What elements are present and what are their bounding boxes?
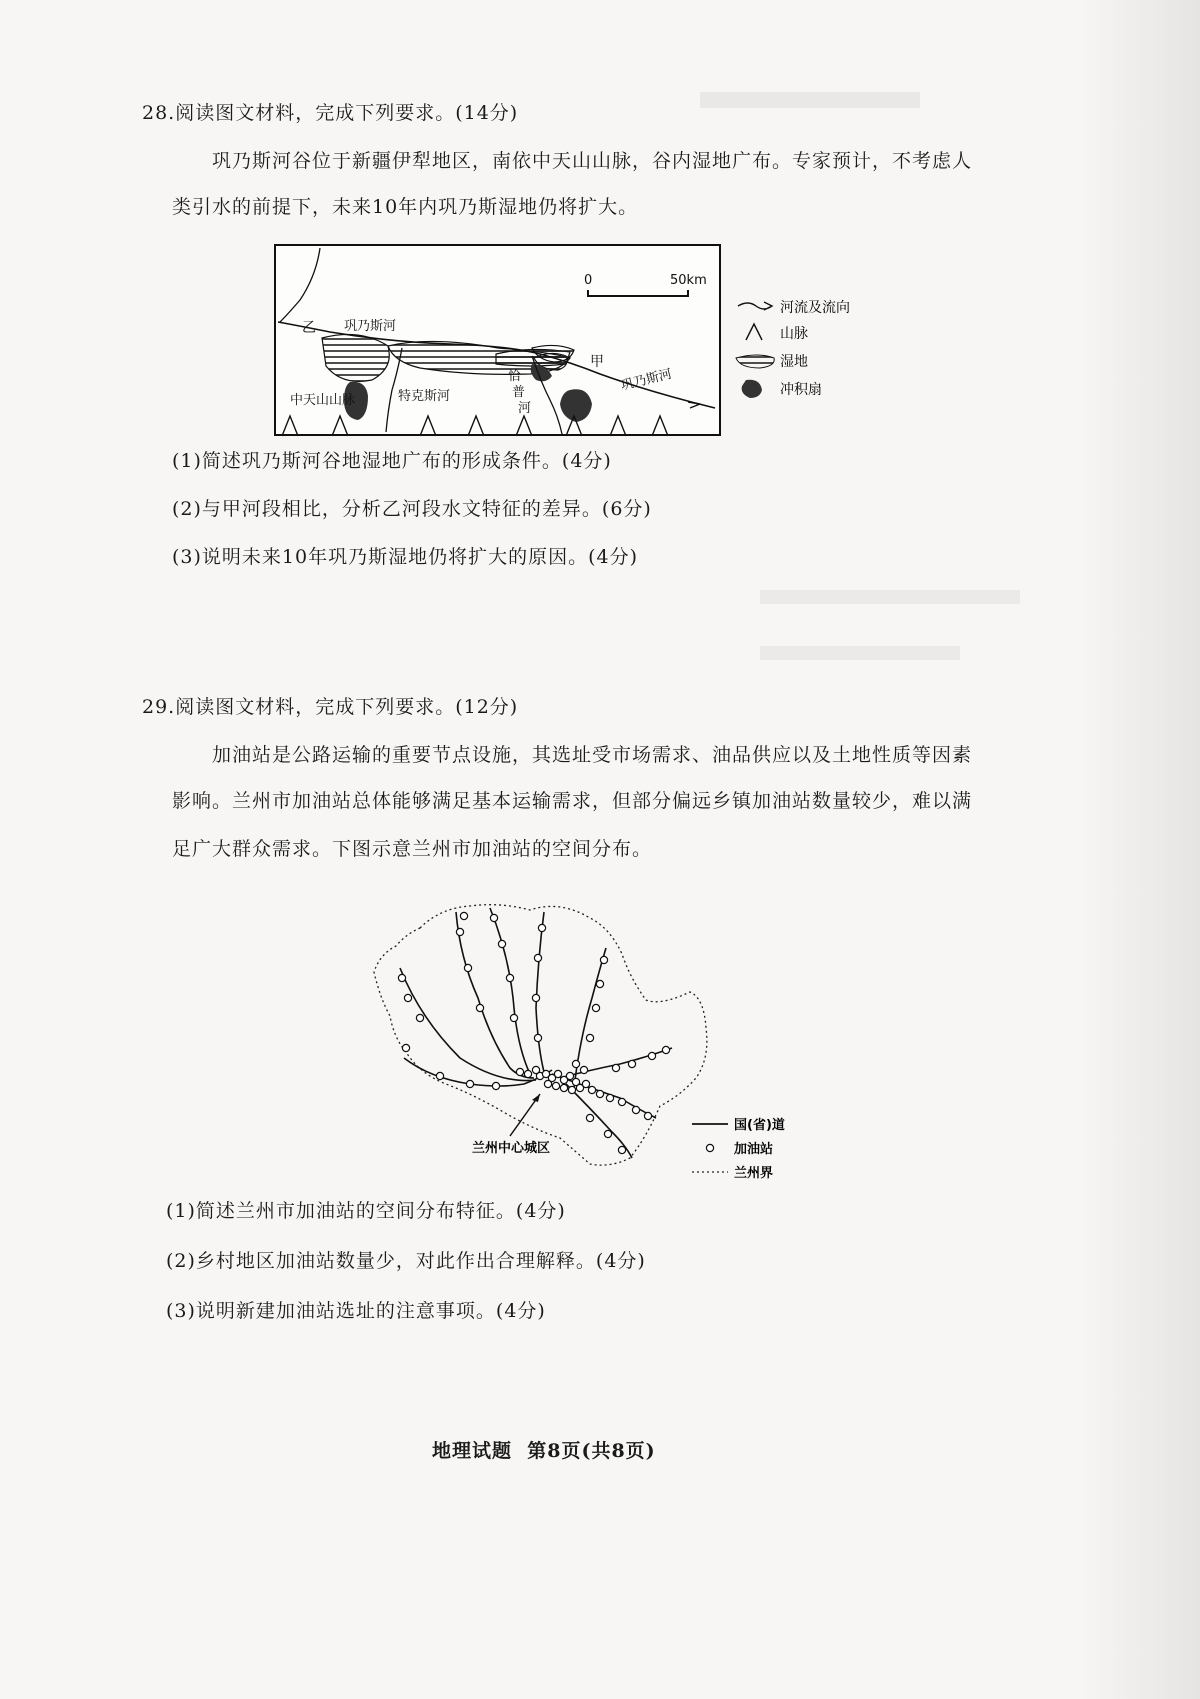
wetland-legend-icon <box>736 355 774 368</box>
q29-question-3: (3)说明新建加油站选址的注意事项。(4分) <box>166 1300 546 1322</box>
q28-paragraph-line1: 巩乃斯河谷位于新疆伊犁地区，南依中天山山脉，谷内湿地广布。专家预计，不考虑人 <box>212 150 973 172</box>
station-legend-icon <box>706 1144 713 1151</box>
label-qiapu: 河 <box>518 401 532 416</box>
q29-map <box>360 888 800 1188</box>
river-legend-icon <box>738 302 772 310</box>
q28-question-1: (1)简述巩乃斯河谷地湿地广布的形成条件。(4分) <box>172 450 612 472</box>
q28-legend <box>736 299 850 398</box>
bleed-through-mark <box>700 92 920 108</box>
q29-legend <box>692 1117 785 1181</box>
scale-zero-label: 0 <box>584 273 593 288</box>
page-edge-shadow <box>1080 0 1200 1699</box>
q28-question-3: (3)说明未来10年巩乃斯湿地仍将扩大的原因。(4分) <box>172 546 639 568</box>
legend-river-label: 河流及流向 <box>780 300 850 316</box>
label-river-east: 巩乃斯河 <box>619 366 674 394</box>
label-qiapu: 普 <box>512 385 526 400</box>
label-city-center: 兰州中心城区 <box>472 1141 551 1156</box>
q28-paragraph-line2: 类引水的前提下，未来10年内巩乃斯湿地仍将扩大。 <box>172 196 639 218</box>
legend-wetland-label: 湿地 <box>780 354 808 370</box>
q29-paragraph-line1: 加油站是公路运输的重要节点设施，其选址受市场需求、油品供应以及土地性质等因素 <box>212 744 973 766</box>
legend-station-label: 加油站 <box>734 1142 774 1157</box>
fan-legend-icon <box>742 380 762 398</box>
label-yi: 乙 <box>302 320 316 336</box>
label-tekesi: 特克斯河 <box>398 389 451 404</box>
mountain-legend-icon <box>746 324 762 340</box>
q29-question-2: (2)乡村地区加油站数量少，对此作出合理解释。(4分) <box>166 1250 646 1272</box>
q29-heading: 29.阅读图文材料，完成下列要求。(12分) <box>142 696 519 718</box>
page-footer: 地理试题 第8页(共8页) <box>432 1440 656 1462</box>
national-roads <box>400 908 672 1158</box>
label-jia: 甲 <box>590 354 604 370</box>
label-mountain: 中天山山脉 <box>290 393 356 408</box>
legend-boundary-label: 兰州界 <box>734 1166 774 1181</box>
q28-map <box>270 240 870 440</box>
bleed-through-mark <box>760 590 1020 604</box>
q29-question-1: (1)简述兰州市加油站的空间分布特征。(4分) <box>166 1200 566 1222</box>
label-river-north: 巩乃斯河 <box>344 319 397 334</box>
q28-heading: 28.阅读图文材料，完成下列要求。(14分) <box>142 102 519 124</box>
q28-question-2: (2)与甲河段相比，分析乙河段水文特征的差异。(6分) <box>172 498 652 520</box>
label-qiapu: 恰 <box>508 369 522 384</box>
legend-road-label: 国(省)道 <box>734 1118 785 1133</box>
legend-mountain-label: 山脉 <box>780 326 808 342</box>
scale-end-label: 50km <box>670 273 707 288</box>
q29-paragraph-line3: 足广大群众需求。下图示意兰州市加油站的空间分布。 <box>172 838 653 860</box>
legend-fan-label: 冲积扇 <box>780 382 822 398</box>
bleed-through-mark <box>760 646 960 660</box>
gas-station-icons <box>398 912 669 1153</box>
q29-paragraph-line2: 影响。兰州市加油站总体能够满足基本运输需求，但部分偏远乡镇加油站数量较少，难以满 <box>172 790 973 812</box>
